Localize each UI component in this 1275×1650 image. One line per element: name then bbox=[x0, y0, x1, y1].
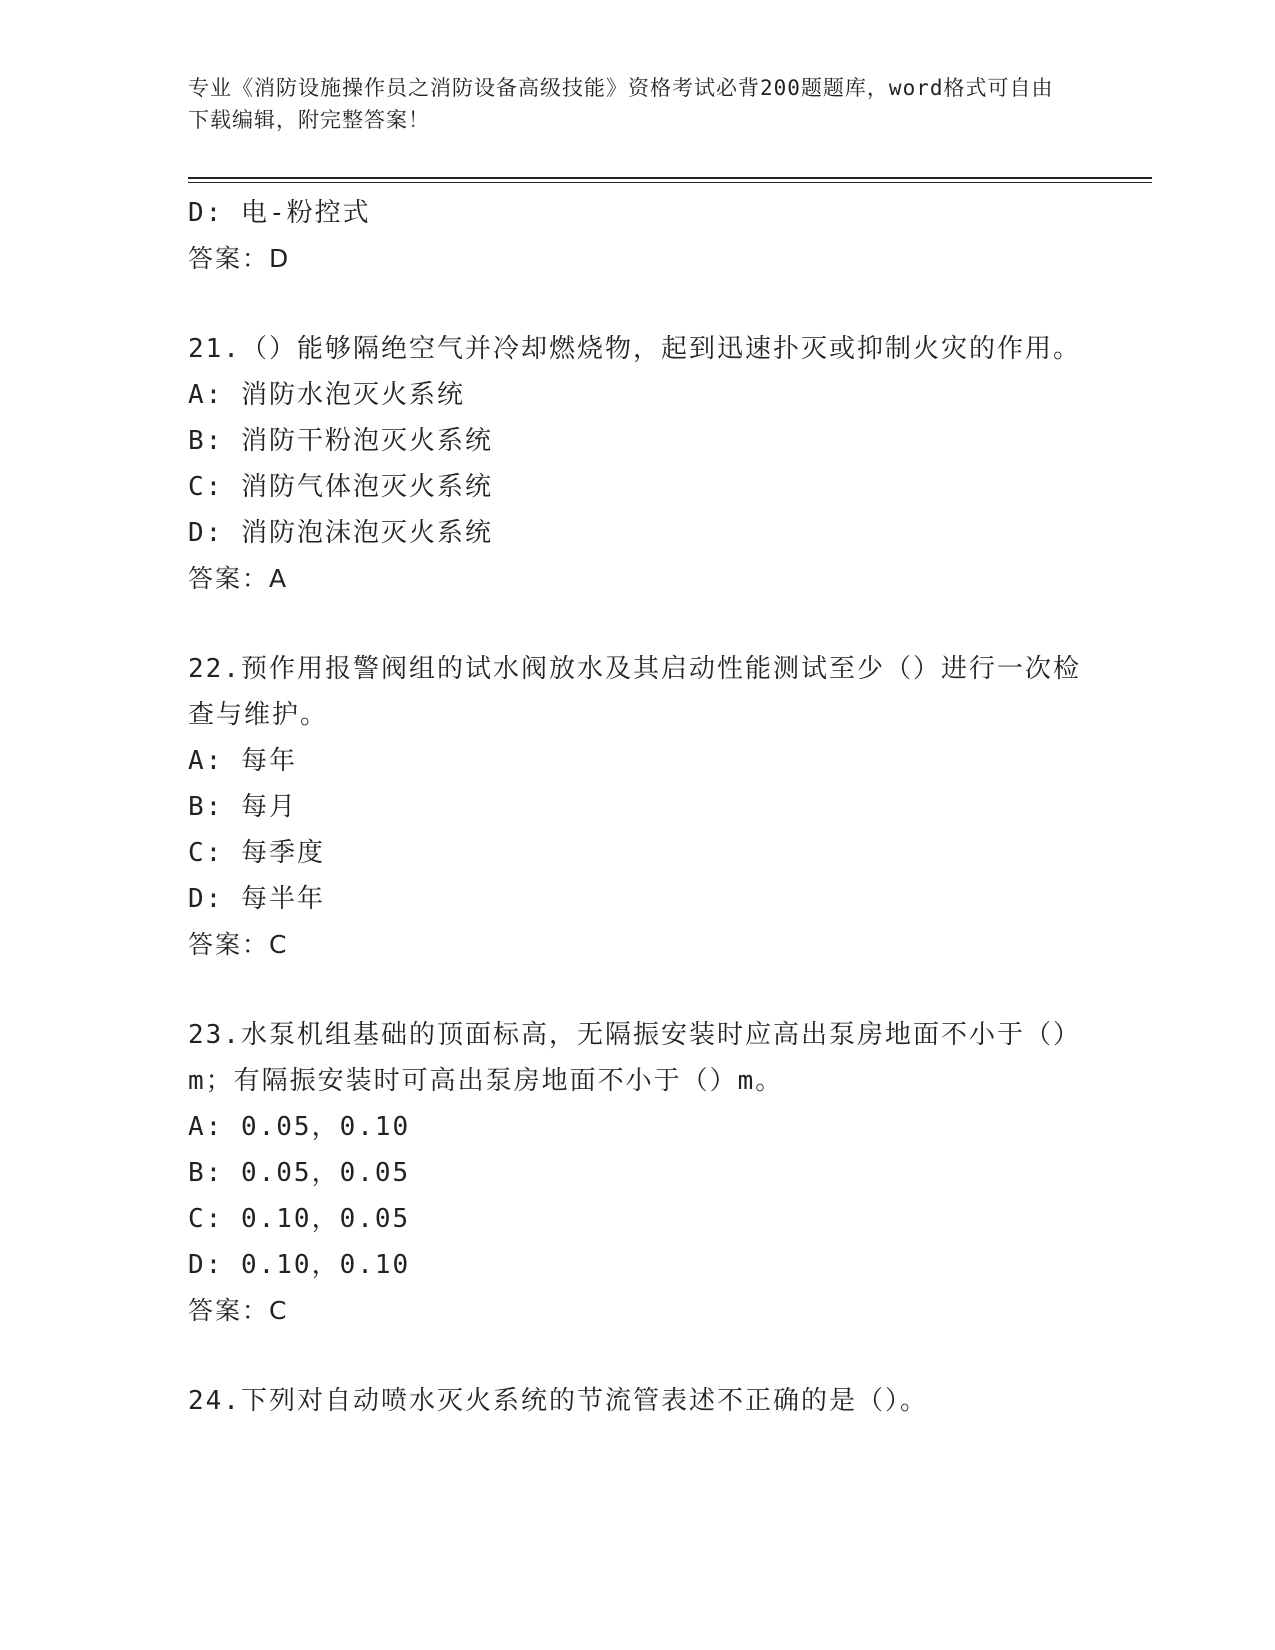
header-rule-thin bbox=[188, 182, 1152, 183]
prev-answer: 答案：D bbox=[188, 244, 291, 273]
option-b: B: 每月 bbox=[188, 792, 297, 822]
question-22 bbox=[188, 646, 1088, 968]
question-text: 22.预作用报警阀组的试水阀放水及其启动性能测试至少（）进行一次检查与维护。 bbox=[188, 654, 1081, 730]
header-rule-thick bbox=[188, 177, 1152, 179]
option-d: D: 消防泡沫泡灭火系统 bbox=[188, 518, 493, 548]
option-a: A: 0.05，0.10 bbox=[188, 1112, 411, 1142]
answer: 答案：C bbox=[188, 1296, 289, 1325]
option-a: A: 每年 bbox=[188, 746, 297, 776]
option-b: B: 消防干粉泡灭火系统 bbox=[188, 426, 493, 456]
document-header: 专业《消防设施操作员之消防设备高级技能》资格考试必背200题题库，word格式可自由下载编辑，附完整答案！ bbox=[188, 76, 1054, 132]
question-content bbox=[188, 190, 1088, 1424]
question-text: 23.水泵机组基础的顶面标高，无隔振安装时应高出泵房地面不小于（）m；有隔振安装时可高出泵房地面不小于（）m。 bbox=[188, 1020, 1081, 1096]
option-c: C: 每季度 bbox=[188, 838, 325, 868]
question-24 bbox=[188, 1378, 1088, 1424]
question-text: 21.（）能够隔绝空气并冷却燃烧物，起到迅速扑灭或抑制火灾的作用。 bbox=[188, 334, 1081, 364]
prev-option-d: D: 电-粉控式 bbox=[188, 198, 371, 228]
option-a: A: 消防水泡灭火系统 bbox=[188, 380, 465, 410]
option-c: C: 消防气体泡灭火系统 bbox=[188, 472, 493, 502]
question-23 bbox=[188, 1012, 1088, 1334]
option-b: B: 0.05，0.05 bbox=[188, 1158, 411, 1188]
option-d: D: 每半年 bbox=[188, 884, 325, 914]
question-text: 24.下列对自动喷水灭火系统的节流管表述不正确的是（）。 bbox=[188, 1386, 928, 1416]
answer: 答案：C bbox=[188, 930, 289, 959]
option-d: D: 0.10，0.10 bbox=[188, 1250, 411, 1280]
answer: 答案：A bbox=[188, 564, 289, 593]
option-c: C: 0.10，0.05 bbox=[188, 1204, 411, 1234]
question-21 bbox=[188, 326, 1088, 602]
